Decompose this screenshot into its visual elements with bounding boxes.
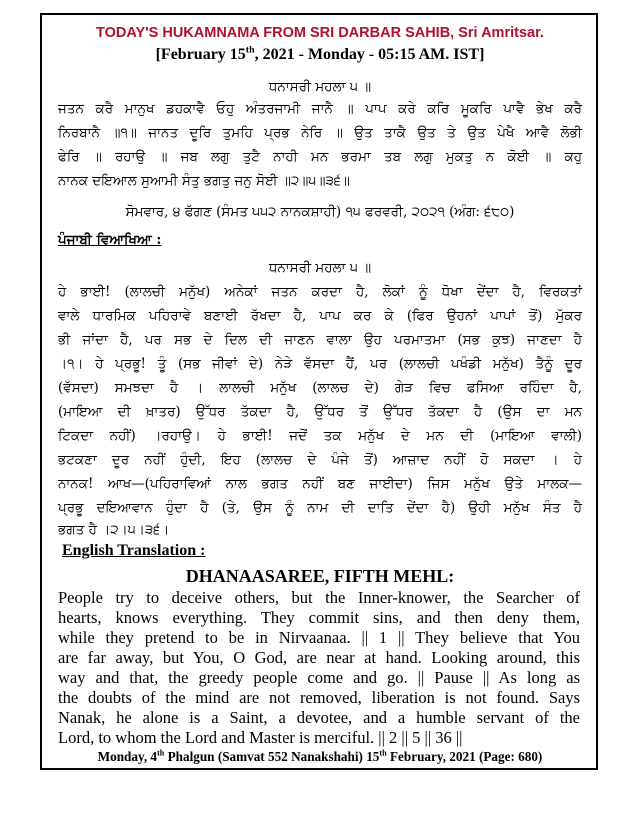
punjabi-line: ਹੇ ਭਾਈ! (ਲਾਲਚੀ ਮਨੁੱਖ) ਅਨੇਕਾਂ ਜਤਨ ਕਰਦਾ ਹੈ, ਲੋਕਾਂ ਨੂੰ ਧੋਖਾ ਦੇਂਦਾ ਹੈ, ਵਿਰਕਤਾਂ [58, 284, 582, 300]
gurbani-line: ਜਤਨ ਕਰੈ ਮਾਨੁਖ ਡਹਕਾਵੈ ਓਹੁ ਅੰਤਰਜਾਮੀ ਜਾਨੈ ॥ ਪਾਪ ਕਰੇ ਕਰਿ ਮੂਕਰਿ ਪਾਵੈ ਭੇਖ ਕਰੈ [58, 101, 582, 117]
punjabi-line: ।੧। ਹੇ ਪ੍ਰਭੂ! ਤੂੰ (ਸਭ ਜੀਵਾਂ ਦੇ) ਨੇੜੇ ਵੱਸਦਾ ਹੈਂ, ਪਰ (ਲਾਲਚੀ ਪਖੰਡੀ ਮਨੁੱਖ) ਤੈਨੂੰ ਦੂਰ [58, 356, 582, 372]
punjabi-line: ਨਾਨਕ! ਆਖ—(ਪਹਿਰਾਵਿਆਂ ਨਾਲ ਭਗਤ ਨਹੀਂ ਬਣ ਜਾਈਦਾ) ਜਿਸ ਮਨੁੱਖ ਉਤੇ ਮਾਲਕ— [58, 476, 582, 492]
english-line: Lord, to whom the Lord and Master is merciful. || 2 || 5 || 36 || [58, 728, 463, 747]
punjabi-heading: ਪੰਜਾਬੀ ਵਿਆਖਿਆ : [58, 232, 162, 248]
english-line: are far away, but You, O God, are near at hand. Looking around, this [58, 648, 580, 667]
gurbani-line: ਫੇਰਿ ॥ ਰਹਾਉ ॥ ਜਬ ਲਗੁ ਤੁਟੈ ਨਾਹੀ ਮਨ ਭਰਮਾ ਤਬ ਲਗੁ ਮੁਕਤੁ ਨ ਕੋਈ ॥ ਕਹੁ [58, 149, 582, 165]
page-title: TODAY'S HUKAMNAMA FROM SRI DARBAR SAHIB, Sri Amritsar. [96, 25, 544, 41]
footer-text: Phalgun (Samvat 552 Nanakshahi) 15 [164, 749, 380, 764]
punjabi-line: ਭਟਕਣਾ ਦੂਰ ਨਹੀਂ ਹੁੰਦੀ, ਇਹ (ਲਾਲਚ ਦੇ ਪੰਜੇ ਤੋਂ) ਆਜ਼ਾਦ ਨਹੀਂ ਹੋ ਸਕਦਾ । ਹੇ [58, 452, 582, 468]
gurbani-date-line: ਸੋਮਵਾਰ, ੪ ਫੱਗਣ (ਸੰਮਤ ੫੫੨ ਨਾਨਕਸ਼ਾਹੀ) ੧੫ ਫਰਵਰੀ, ੨੦੨੧ (ਅੰਗ: ੬੮੦) [125, 204, 515, 220]
english-line: Nanak, he alone is a Saint, a devotee, and a humble servant of the [58, 708, 580, 727]
date-time-text: , 2021 - Monday - 05:15 AM. IST] [254, 46, 485, 63]
gurbani-line: ਨਾਨਕ ਦਇਆਲ ਸੁਆਮੀ ਸੰਤੁ ਭਗਤੁ ਜਨੁ ਸੋਈ ॥੨॥੫॥੩੬॥ [58, 173, 350, 189]
english-line: People try to deceive others, but the Inner-knower, the Searcher of [58, 588, 580, 607]
date-text: [February 15 [155, 46, 246, 63]
date-suffix: th [245, 44, 255, 56]
punjabi-line: ਟਿਕਦਾ ਨਹੀਂ) ।ਰਹਾਉ। ਹੇ ਭਾਈ! ਜਦੋਂ ਤਕ ਮਨੁੱਖ ਦੇ ਮਨ ਦੀ (ਮਾਇਆ ਵਾਲੀ) [58, 428, 582, 444]
footer-date-line [0, 749, 640, 765]
punjabi-line: ਭੀ ਜਾਂਦਾ ਹੈ, ਪਰ ਸਭ ਦੇ ਦਿਲ ਦੀ ਜਾਣਨ ਵਾਲਾ ਉਹ ਪਰਮਾਤਮਾ (ਸਭ ਕੁਝ) ਜਾਣਦਾ ਹੈ [58, 332, 582, 348]
punjabi-line: ਪ੍ਰਭੂ ਦਇਆਵਾਨ ਹੁੰਦਾ ਹੈ (ਤੇ, ਉਸ ਨੂੰ ਨਾਮ ਦੀ ਦਾਤਿ ਦੇਂਦਾ ਹੈ) ਉਹੀ ਮਨੁੱਖ ਸੰਤ ਹੈ [58, 500, 582, 516]
gurbani-line: ਨਿਰਬਾਨੈ ॥੧॥ ਜਾਨਤ ਦੂਰਿ ਤੁਮਹਿ ਪ੍ਰਭ ਨੇਰਿ ॥ ਉਤ ਤਾਕੈ ਉਤ ਤੇ ਉਤ ਪੇਖੈ ਆਵੈ ਲੋਭੀ [58, 125, 582, 141]
english-line: hearts, knows everything. They commit sins, and then deny them, [58, 608, 580, 627]
english-line: while they pretend to be in Nirvaanaa. || 1 || They believe that You [58, 628, 580, 647]
gurbani-heading: ਧਨਾਸਰੀ ਮਹਲਾ ੫ ॥ [268, 79, 372, 95]
footer-text: Monday, 4 [97, 749, 158, 764]
footer-suffix: th [379, 748, 387, 758]
footer-text: February, 2021 (Page: 680) [386, 749, 543, 764]
english-heading: English Translation : [62, 542, 206, 559]
punjabi-line: ਵਾਲੇ ਧਾਰਮਿਕ ਪਹਿਰਾਵੇ ਬਣਾਈ ਰੱਖਦਾ ਹੈ, ਪਾਪ ਕਰ ਕੇ (ਫਿਰ ਉਹਨਾਂ ਪਾਪਾਂ ਤੋਂ) ਮੁੱਕਰ [58, 308, 582, 324]
punjabi-subheading: ਧਨਾਸਰੀ ਮਹਲਾ ੫ ॥ [268, 260, 372, 276]
footer-suffix: th [157, 748, 165, 758]
punjabi-line: (ਵੱਸਦਾ) ਸਮਝਦਾ ਹੈ । ਲਾਲਚੀ ਮਨੁੱਖ (ਲਾਲਚ ਦੇ) ਗੇੜ ਵਿਚ ਫਸਿਆ ਰਹਿੰਦਾ ਹੈ, [58, 380, 582, 396]
english-line: way and that, the greedy people come and go. || Pause || As long as [58, 668, 580, 687]
punjabi-line: ਭਗਤ ਹੈ ।੨।੫।੩੬। [58, 522, 170, 538]
date-time-header [0, 46, 640, 64]
english-line: the doubts of the mind are not removed, liberation is not found. Says [58, 688, 580, 707]
english-title: DHANAASAREE, FIFTH MEHL: [185, 566, 455, 586]
punjabi-line: (ਮਾਇਆ ਦੀ ਖ਼ਾਤਰ) ਉੱਧਰ ਤੱਕਦਾ ਹੈ, ਉੱਧਰ ਤੋਂ ਉੱਧਰ ਤੱਕਦਾ ਹੈ (ਉਸ ਦਾ ਮਨ [58, 404, 582, 420]
